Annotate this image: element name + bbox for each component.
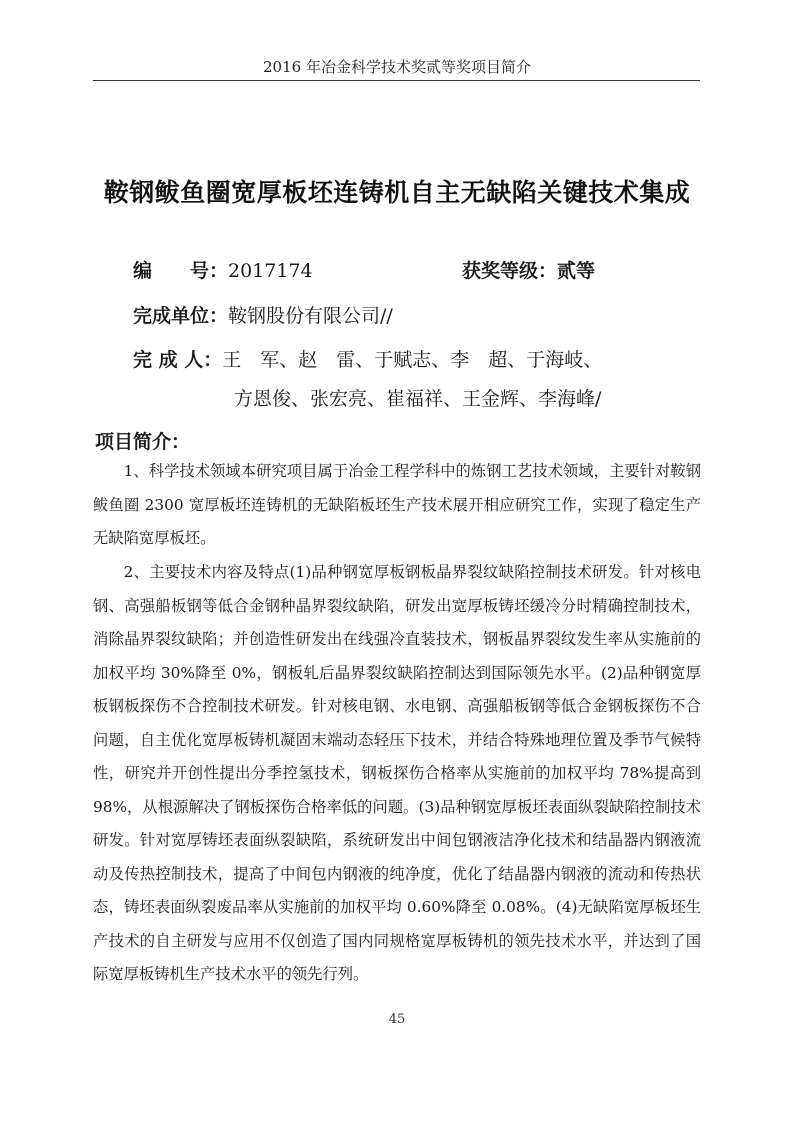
running-header: 2016 年冶金科学技术奖贰等奖项目简介 (263, 58, 531, 76)
people-row-2 (234, 384, 601, 411)
people-line-2: 方恩俊、张宏亮、崔福祥、王金辉、李海峰/ (234, 388, 602, 410)
page-number: 45 (388, 1012, 406, 1027)
header-rule (93, 80, 700, 81)
people-label: 完 成 人： (133, 349, 223, 371)
number-row (133, 256, 313, 283)
unit-label: 完成单位： (133, 305, 229, 327)
people-line-1: 王 军、赵 雷、于赋志、李 超、于海岐、 (222, 349, 603, 371)
award-row (462, 256, 595, 283)
number-value: 2017174 (228, 260, 313, 282)
abstract-paragraph-2: 2、主要技术内容及特点(1)品种钢宽厚板钢板晶界裂纹缺陷控制技术研发。针对核电钢、高强船板钢等低合金钢种晶界裂纹缺陷，研发出宽厚板铸坯缓冷分时精确控制技术，消除晶界裂纹缺陷；并创造性研发出在线强冷直装技术，钢板晶界裂纹发生率从实施前的加权平均 30%降至 0%，钢板轧后晶界裂纹缺陷控制达到国际领先水平。(2)品种钢宽厚板钢板探伤不合控制技术研发。针对核电钢、水电钢、高强船板钢等低合金钢板探伤不合问题，自主优化宽厚板铸机凝固末端动态轻压下技术，并结合特殊地理位置及季节气候特性，研究并开创性提出分季控氢技术，钢板探伤合格率从实施前的加权平均 78%提高到 98%，从根源解决了钢板探伤合格率低的问题。(3)品种钢宽厚板坯表面纵裂缺陷控制技术研发。针对宽厚铸坯表面纵裂缺陷，系统研发出中间包钢液洁净化技术和结晶器内钢液流动及传热控制技术，提高了中间包内钢液的纯净度，优化了结晶器内钢液的流动和传热状态，铸坯表面纵裂废品率从实施前的加权平均 0.60%降至 0.08%。(4)无缺陷宽厚板坯生产技术的自主研发与应用不仅创造了国内同规格宽厚板铸机的领先技术水平，并达到了国际宽厚板铸机生产技术水平的领先行列。 (93, 563, 701, 983)
people-row (133, 345, 602, 372)
number-label: 编 号： (133, 260, 229, 282)
unit-value: 鞍钢股份有限公司// (228, 305, 393, 327)
document-title: 鞍钢鲅鱼圈宽厚板坯连铸机自主无缺陷关键技术集成 (103, 178, 691, 207)
abstract-heading: 项目简介： (95, 431, 191, 453)
award-label: 获奖等级： (462, 260, 558, 282)
unit-row (133, 301, 393, 328)
abstract-paragraph-1: 1、科学技术领域本研究项目属于冶金工程学科中的炼钢工艺技术领域，主要针对鞍钢鲅鱼圈 2300 宽厚板坯连铸机的无缺陷板坯生产技术展开相应研究工作，实现了稳定生产无缺陷宽厚板坯。 (93, 462, 701, 547)
award-value: 贰等 (557, 260, 596, 282)
